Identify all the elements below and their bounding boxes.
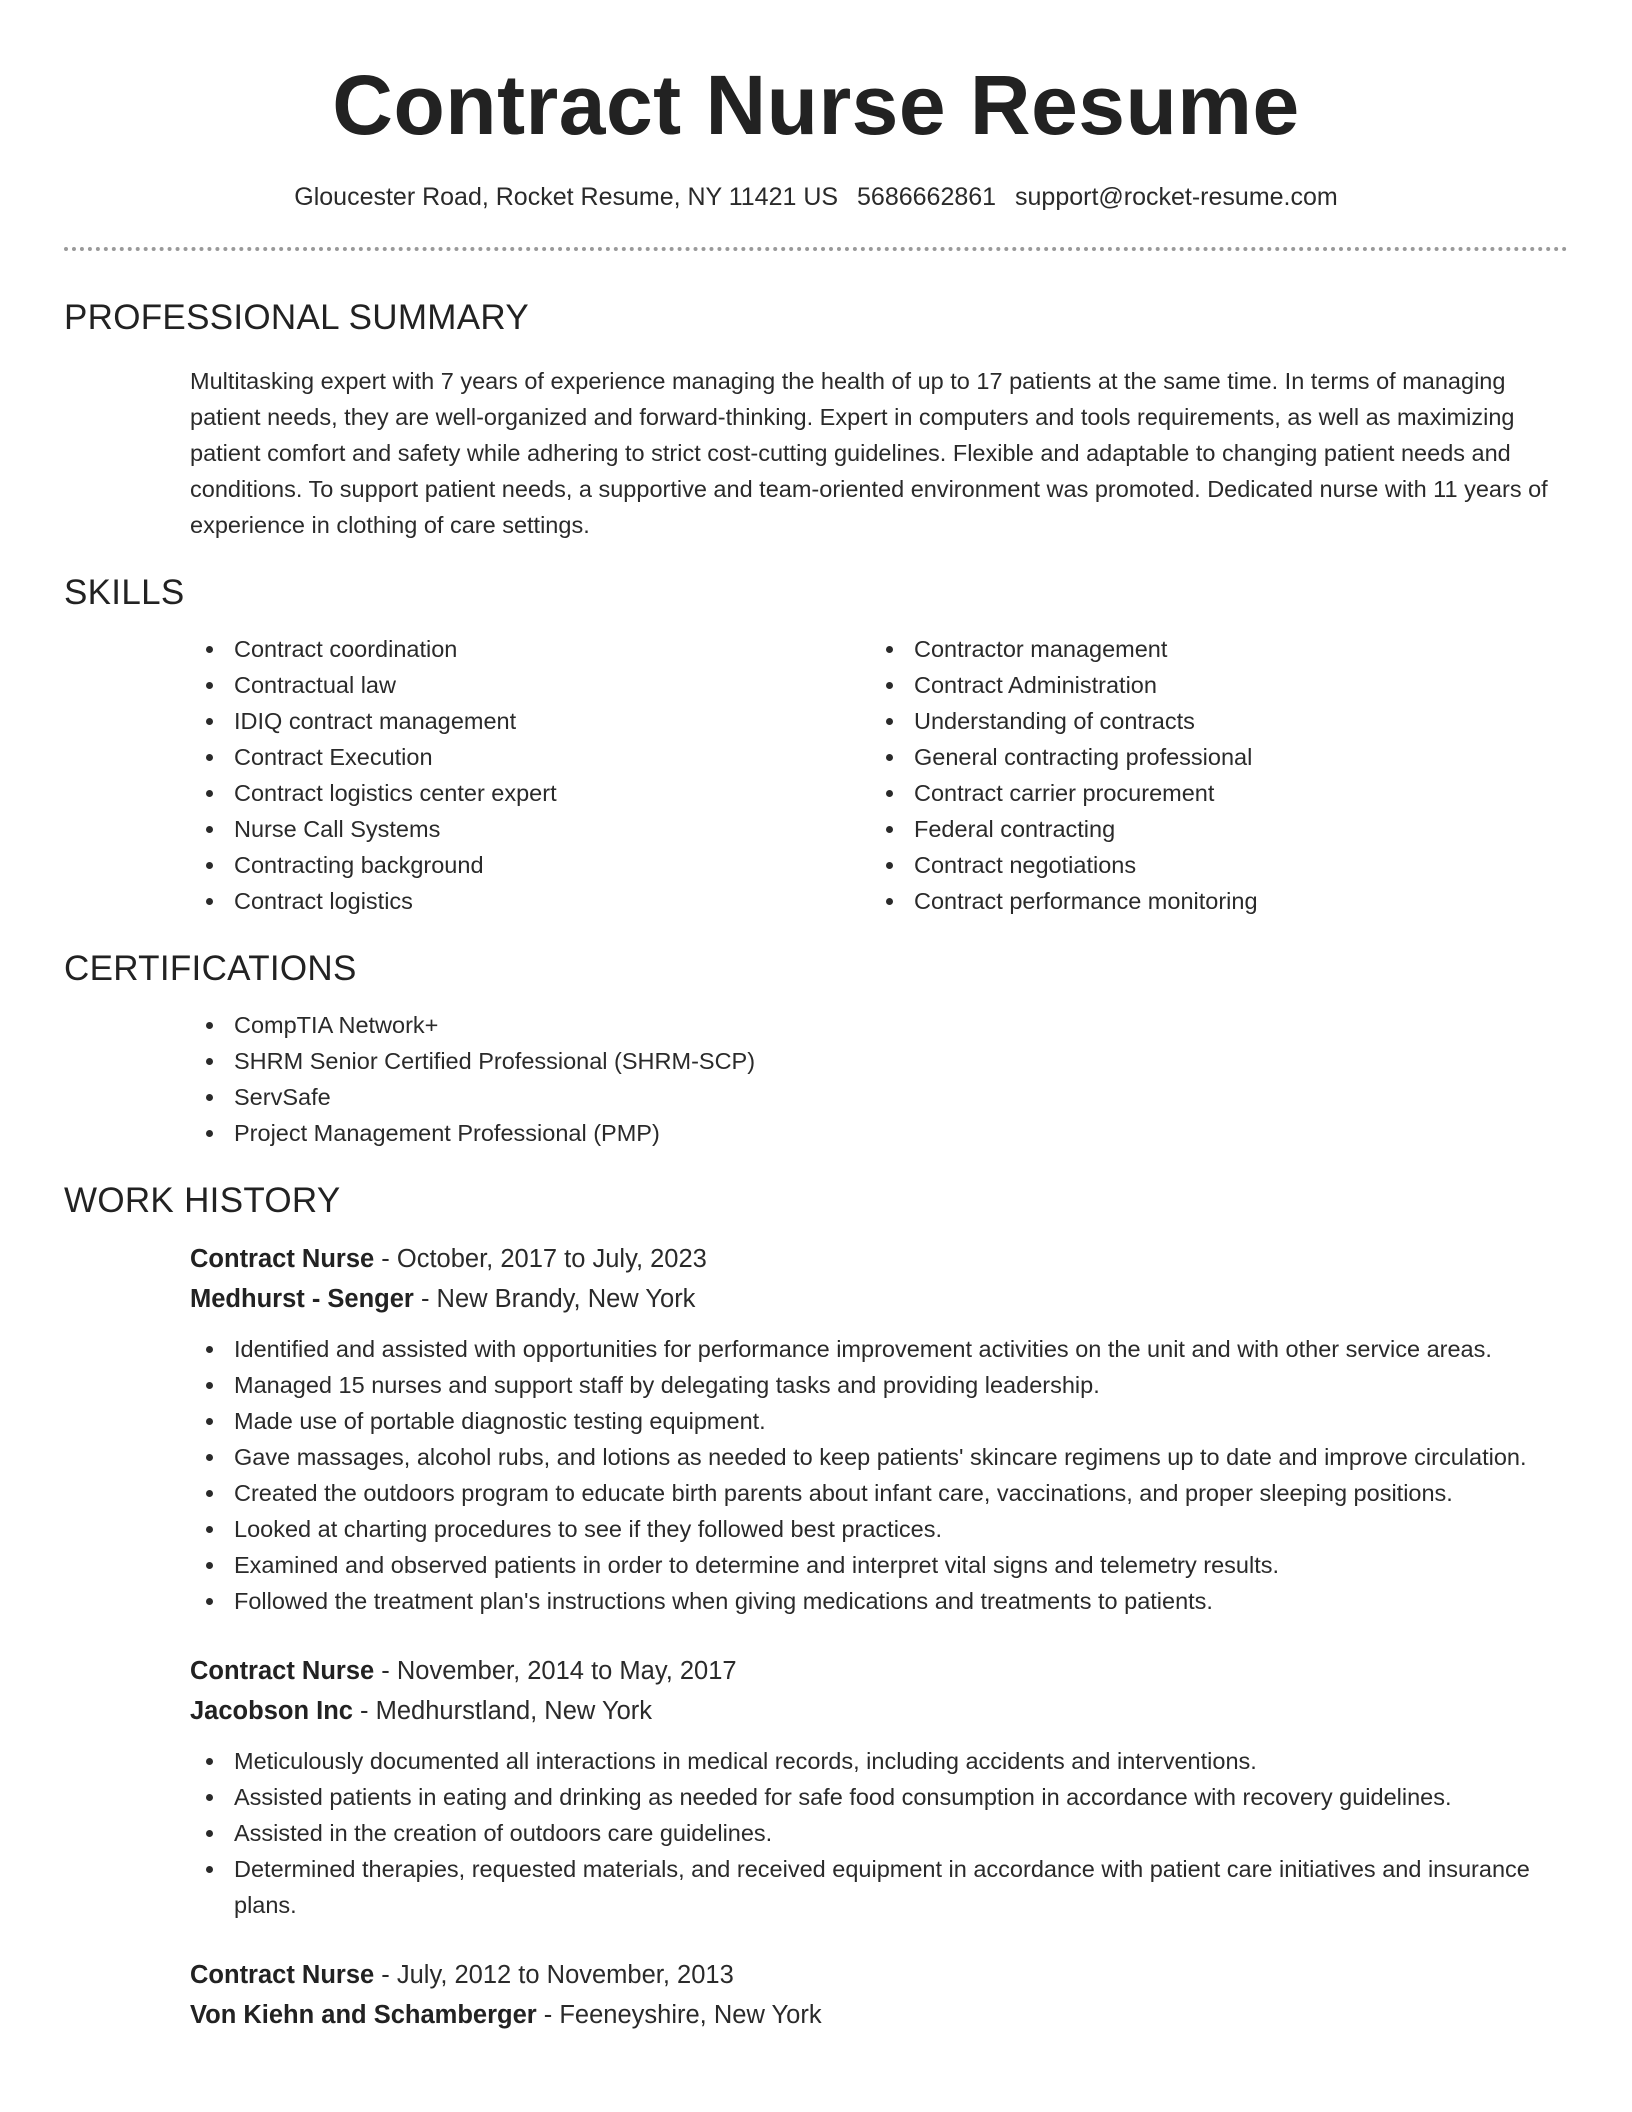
job-title: Contract Nurse [190, 1657, 375, 1685]
section-heading-skills: SKILLS [64, 573, 185, 612]
job-title-line [190, 1239, 1568, 1279]
resume-page [64, 0, 1568, 2035]
skill-item: Nurse Call Systems [190, 811, 870, 847]
job-employer-line [190, 1691, 1568, 1731]
job-duty-item: Managed 15 nurses and support staff by delegating tasks and providing leadership. [190, 1367, 1568, 1403]
job-location: - Feeneyshire, New York [536, 2001, 822, 2029]
skill-item: Contracting background [190, 847, 870, 883]
skill-item: Contract negotiations [870, 847, 1550, 883]
skill-item: Contractor management [870, 631, 1550, 667]
job-duty-item: Made use of portable diagnostic testing equipment. [190, 1403, 1568, 1439]
job-employer: Jacobson Inc [190, 1697, 353, 1725]
certification-item: Project Management Professional (PMP) [190, 1115, 1568, 1151]
job-duty-item: Created the outdoors program to educate birth parents about infant care, vaccinations, and proper sleeping positions. [190, 1475, 1568, 1511]
skill-item: Contract coordination [190, 631, 870, 667]
job-entry [190, 1239, 1568, 1619]
job-duties [190, 1331, 1568, 1619]
skills-column-left [190, 631, 870, 919]
certifications-section [64, 947, 1568, 1151]
certifications-list [190, 1007, 1568, 1151]
job-employer-line [190, 1995, 1568, 2035]
skill-item: General contracting professional [870, 739, 1550, 775]
skill-item: Contractual law [190, 667, 870, 703]
skills-section [64, 571, 1568, 919]
job-dates: - October, 2017 to July, 2023 [374, 1245, 707, 1273]
job-duty-item: Gave massages, alcohol rubs, and lotions as needed to keep patients' skincare regimens up to date and improve circulation. [190, 1439, 1568, 1475]
header-divider [64, 247, 1568, 251]
job-duties [190, 1743, 1568, 1923]
job-dates: - July, 2012 to November, 2013 [374, 1961, 734, 1989]
job-entry [190, 1955, 1568, 2035]
contact-address: Gloucester Road, Rocket Resume, NY 11421 US [294, 183, 839, 211]
job-employer: Medhurst - Senger [190, 1285, 414, 1313]
skills-columns [190, 631, 1568, 919]
job-dates: - November, 2014 to May, 2017 [374, 1657, 737, 1685]
job-location: - Medhurstland, New York [352, 1697, 653, 1725]
job-title-line [190, 1651, 1568, 1691]
summary-text: Multitasking expert with 7 years of experience managing the health of up to 17 patients at the same time. In terms of managing patient needs, they are well-organized and forward-thinking. Expert in computers and tools requirements, as well as maximizing patient comfort and safety while adhering to strict cost-cutting guidelines. Flexible and adaptable to changing patient needs and conditions. To support patient needs, a supportive and team-oriented environment was promoted. Dedicated nurse with 11 years of experience in clothing of care settings. [190, 368, 1548, 538]
professional-summary-section [64, 296, 1568, 543]
job-duty-item: Looked at charting procedures to see if they followed best practices. [190, 1511, 1568, 1547]
job-duty-item: Identified and assisted with opportunities for performance improvement activities on the unit and with other service areas. [190, 1331, 1568, 1367]
skill-item: Contract Execution [190, 739, 870, 775]
section-heading-work-history: WORK HISTORY [64, 1181, 341, 1220]
resume-title: Contract Nurse Resume [332, 58, 1300, 152]
work-history-section [64, 1179, 1568, 2035]
skill-item: Contract logistics [190, 883, 870, 919]
job-entry [190, 1651, 1568, 1923]
skill-item: Contract Administration [870, 667, 1550, 703]
job-employer-line [190, 1279, 1568, 1319]
skill-item: Contract logistics center expert [190, 775, 870, 811]
job-title-line [190, 1955, 1568, 1995]
section-heading-certifications: CERTIFICATIONS [64, 949, 357, 988]
skill-item: Contract performance monitoring [870, 883, 1550, 919]
job-duty-item: Assisted patients in eating and drinking as needed for safe food consumption in accordance with recovery guidelines. [190, 1779, 1568, 1815]
certification-item: SHRM Senior Certified Professional (SHRM-SCP) [190, 1043, 1568, 1079]
job-duty-item: Examined and observed patients in order to determine and interpret vital signs and telemetry results. [190, 1547, 1568, 1583]
certification-item: ServSafe [190, 1079, 1568, 1115]
job-employer: Von Kiehn and Schamberger [190, 2001, 537, 2029]
skill-item: IDIQ contract management [190, 703, 870, 739]
job-duty-item: Assisted in the creation of outdoors care guidelines. [190, 1815, 1568, 1851]
job-title: Contract Nurse [190, 1961, 375, 1989]
job-title: Contract Nurse [190, 1245, 375, 1273]
job-duty-item: Determined therapies, requested materials, and received equipment in accordance with patient care initiatives and insurance plans. [190, 1851, 1568, 1923]
skill-item: Contract carrier procurement [870, 775, 1550, 811]
job-duty-item: Followed the treatment plan's instructions when giving medications and treatments to patients. [190, 1583, 1568, 1619]
skill-item: Understanding of contracts [870, 703, 1550, 739]
skills-column-right [870, 631, 1550, 919]
contact-email: support@rocket-resume.com [1015, 183, 1338, 211]
section-heading-summary: PROFESSIONAL SUMMARY [64, 298, 529, 337]
skill-item: Federal contracting [870, 811, 1550, 847]
contact-phone: 5686662861 [857, 183, 997, 211]
job-location: - New Brandy, New York [413, 1285, 696, 1313]
job-duty-item: Meticulously documented all interactions in medical records, including accidents and interventions. [190, 1743, 1568, 1779]
contact-line [64, 180, 1568, 214]
certification-item: CompTIA Network+ [190, 1007, 1568, 1043]
